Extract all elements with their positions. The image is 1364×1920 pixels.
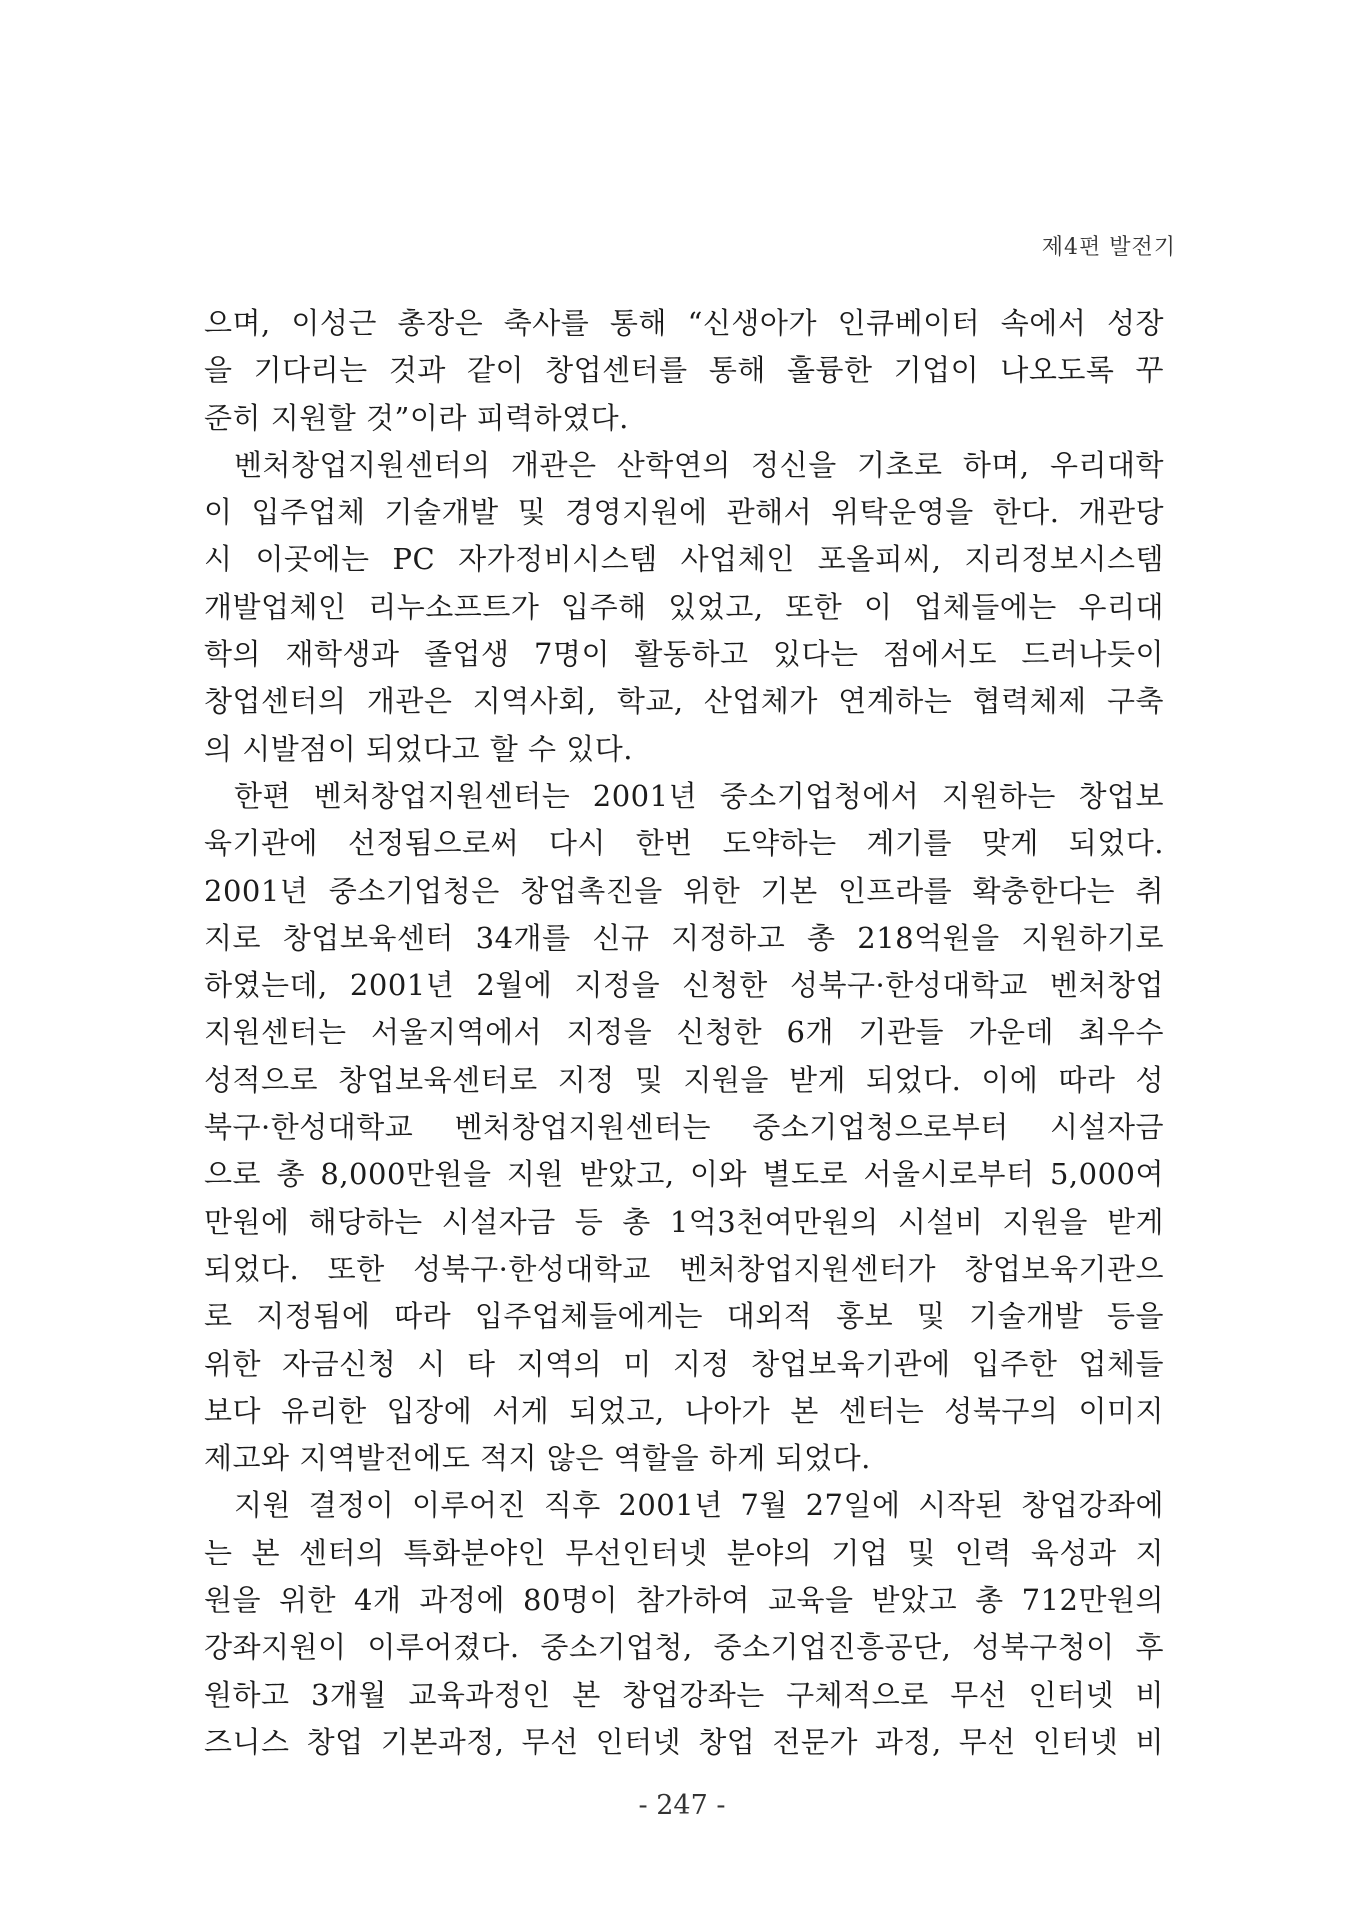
text-line: 학의 재학생과 졸업생 7명이 활동하고 있다는 점에서도 드러나듯이 (204, 637, 1164, 672)
text-line: 로 지정됨에 따라 입주업체들에게는 대외적 홍보 및 기술개발 등을 (204, 1299, 1164, 1334)
text-line: 준히 지원할 것”이라 피력하였다. (204, 400, 629, 435)
text-line: 북구·한성대학교 벤처창업지원센터는 중소기업청으로부터 시설자금 (204, 1110, 1164, 1145)
text-line: 원하고 3개월 교육과정인 본 창업강좌는 구체적으로 무선 인터넷 비 (204, 1677, 1164, 1712)
text-line: 만원에 해당하는 시설자금 등 총 1억3천여만원의 시설비 지원을 받게 (204, 1204, 1164, 1239)
text-line: 되었다. 또한 성북구·한성대학교 벤처창업지원센터가 창업보육기관으 (204, 1251, 1164, 1286)
text-line: 보다 유리한 입장에 서게 되었고, 나아가 본 센터는 성북구의 이미지 (204, 1393, 1164, 1428)
text-line: 시 이곳에는 PC 자가정비시스템 사업체인 포올피씨, 지리정보시스템 (204, 542, 1164, 577)
text-line: 으며, 이성근 총장은 축사를 통해 “신생아가 인큐베이터 속에서 성장 (204, 306, 1164, 340)
text-line: 성적으로 창업보육센터로 지정 및 지원을 받게 되었다. 이에 따라 성 (204, 1062, 1164, 1097)
text-line: 2001년 중소기업청은 창업촉진을 위한 기본 인프라를 확충한다는 취 (204, 873, 1164, 908)
text-line: 창업센터의 개관은 지역사회, 학교, 산업체가 연계하는 협력체제 구축 (204, 684, 1164, 719)
text-line: 지원 결정이 이루어진 직후 2001년 7월 27일에 시작된 창업강좌에 (234, 1488, 1164, 1523)
text-line: 지로 창업보육센터 34개를 신규 지정하고 총 218억원을 지원하기로 (204, 920, 1164, 955)
text-line: 한편 벤처창업지원센터는 2001년 중소기업청에서 지원하는 창업보 (234, 778, 1164, 813)
text-line: 이 입주업체 기술개발 및 경영지원에 관해서 위탁운영을 한다. 개관당 (204, 495, 1164, 530)
text-line: 으로 총 8,000만원을 지원 받았고, 이와 별도로 서울시로부터 5,000여 (204, 1157, 1164, 1192)
text-line: 강좌지원이 이루어졌다. 중소기업청, 중소기업진흥공단, 성북구청이 후 (204, 1630, 1164, 1665)
body-text (204, 300, 1164, 1766)
text-line: 하였는데, 2001년 2월에 지정을 신청한 성북구·한성대학교 벤처창업 (204, 968, 1164, 1003)
text-line: 을 기다리는 것과 같이 창업센터를 통해 훌륭한 기업이 나오도록 꾸 (204, 353, 1164, 388)
text-line: 즈니스 창업 기본과정, 무선 인터넷 창업 전문가 과정, 무선 인터넷 비 (204, 1724, 1164, 1759)
text-line: 의 시발점이 되었다고 할 수 있다. (204, 731, 633, 766)
text-line: 벤처창업지원센터의 개관은 산학연의 정신을 기초로 하며, 우리대학 (234, 447, 1164, 482)
text-line: 원을 위한 4개 과정에 80명이 참가하여 교육을 받았고 총 712만원의 (204, 1583, 1164, 1618)
page-number: - 247 - (638, 1790, 726, 1821)
text-line: 지원센터는 서울지역에서 지정을 신청한 6개 기관들 가운데 최우수 (204, 1015, 1164, 1050)
text-line: 육기관에 선정됨으로써 다시 한번 도약하는 계기를 맞게 되었다. (204, 826, 1164, 861)
running-header: 제4편 발전기 (1041, 235, 1176, 260)
text-line: 개발업체인 리누소프트가 입주해 있었고, 또한 이 업체들에는 우리대 (204, 589, 1164, 624)
text-line: 는 본 센터의 특화분야인 무선인터넷 분야의 기업 및 인력 육성과 지 (204, 1535, 1164, 1570)
text-line: 제고와 지역발전에도 적지 않은 역할을 하게 되었다. (204, 1441, 871, 1476)
text-line: 위한 자금신청 시 타 지역의 미 지정 창업보육기관에 입주한 업체들 (204, 1346, 1164, 1381)
